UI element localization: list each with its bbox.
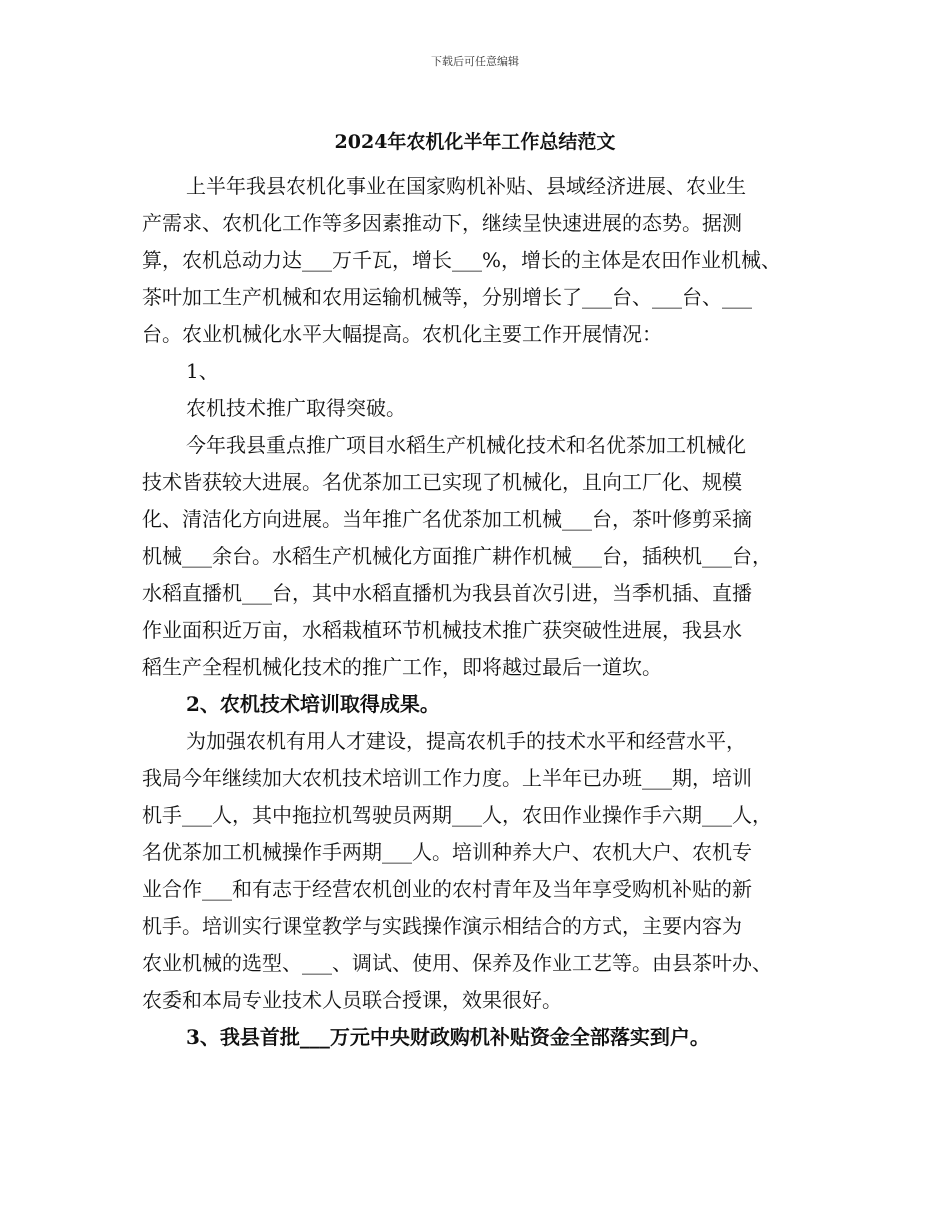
paragraph-line: 化、清洁化方向进展。当年推广名优茶加工机械___台，茶叶修剪采摘 — [142, 507, 752, 531]
paragraph-line: 今年我县重点推广项目水稻生产机械化技术和名优茶加工机械化 — [186, 433, 746, 457]
paragraph-line: 稻生产全程机械化技术的推广工作，即将越过最后一道坎。 — [142, 655, 662, 679]
paragraph-line: 名优茶加工机械操作手两期___人。培训种养大户、农机大户、农机专 — [142, 840, 752, 864]
section-heading-line: 3、我县首批___万元中央财政购机补贴资金全部落实到户。 — [186, 1025, 710, 1049]
paragraph-line: 农委和本局专业技术人员联合授课，效果很好。 — [142, 988, 562, 1012]
paragraph-line: 算，农机总动力达___万千瓦，增长___%，增长的主体是农田作业机械、 — [142, 248, 782, 272]
paragraph-line: 业合作___和有志于经营农机创业的农村青年及当年享受购机补贴的新 — [142, 877, 752, 901]
paragraph-line: 农机技术推广取得突破。 — [186, 396, 406, 420]
section-heading-line: 2、农机技术培训取得成果。 — [186, 692, 440, 716]
paragraph-line: 机手。培训实行课堂教学与实践操作演示相结合的方式，主要内容为 — [142, 914, 742, 938]
document-title: 2024年农机化半年工作总结范文 — [334, 131, 616, 153]
paragraph-line: 机手___人，其中拖拉机驾驶员两期___人，农田作业操作手六期___人， — [142, 803, 772, 827]
paragraph-line: 我局今年继续加大农机技术培训工作力度。上半年已办班___期，培训 — [142, 766, 752, 790]
paragraph-line: 产需求、农机化工作等多因素推动下，继续呈快速进展的态势。据测 — [142, 211, 742, 235]
paragraph-line: 农业机械的选型、___、调试、使用、保养及作业工艺等。由县茶叶办、 — [142, 951, 772, 975]
paragraph-line: 1、 — [186, 359, 219, 383]
paragraph-line: 作业面积近万亩，水稻栽植环节机械技术推广获突破性进展，我县水 — [142, 618, 742, 642]
paragraph-line: 茶叶加工生产机械和农用运输机械等，分别增长了___台、___台、___ — [142, 285, 752, 309]
document-body — [142, 168, 826, 1056]
paragraph-line: 台。农业机械化水平大幅提高。农机化主要工作开展情况： — [142, 322, 662, 346]
paragraph-line: 机械___余台。水稻生产机械化方面推广耕作机械___台，插秧机___台， — [142, 544, 772, 568]
paragraph-line: 技术皆获较大进展。名优茶加工已实现了机械化，且向工厂化、规模 — [142, 470, 742, 494]
page-header-note: 下载后可任意编辑 — [431, 55, 519, 68]
paragraph-line: 上半年我县农机化事业在国家购机补贴、县域经济进展、农业生 — [186, 174, 746, 198]
paragraph-line: 水稻直播机___台，其中水稻直播机为我县首次引进，当季机插、直播 — [142, 581, 752, 605]
paragraph-line: 为加强农机有用人才建设，提高农机手的技术水平和经营水平， — [186, 729, 746, 753]
